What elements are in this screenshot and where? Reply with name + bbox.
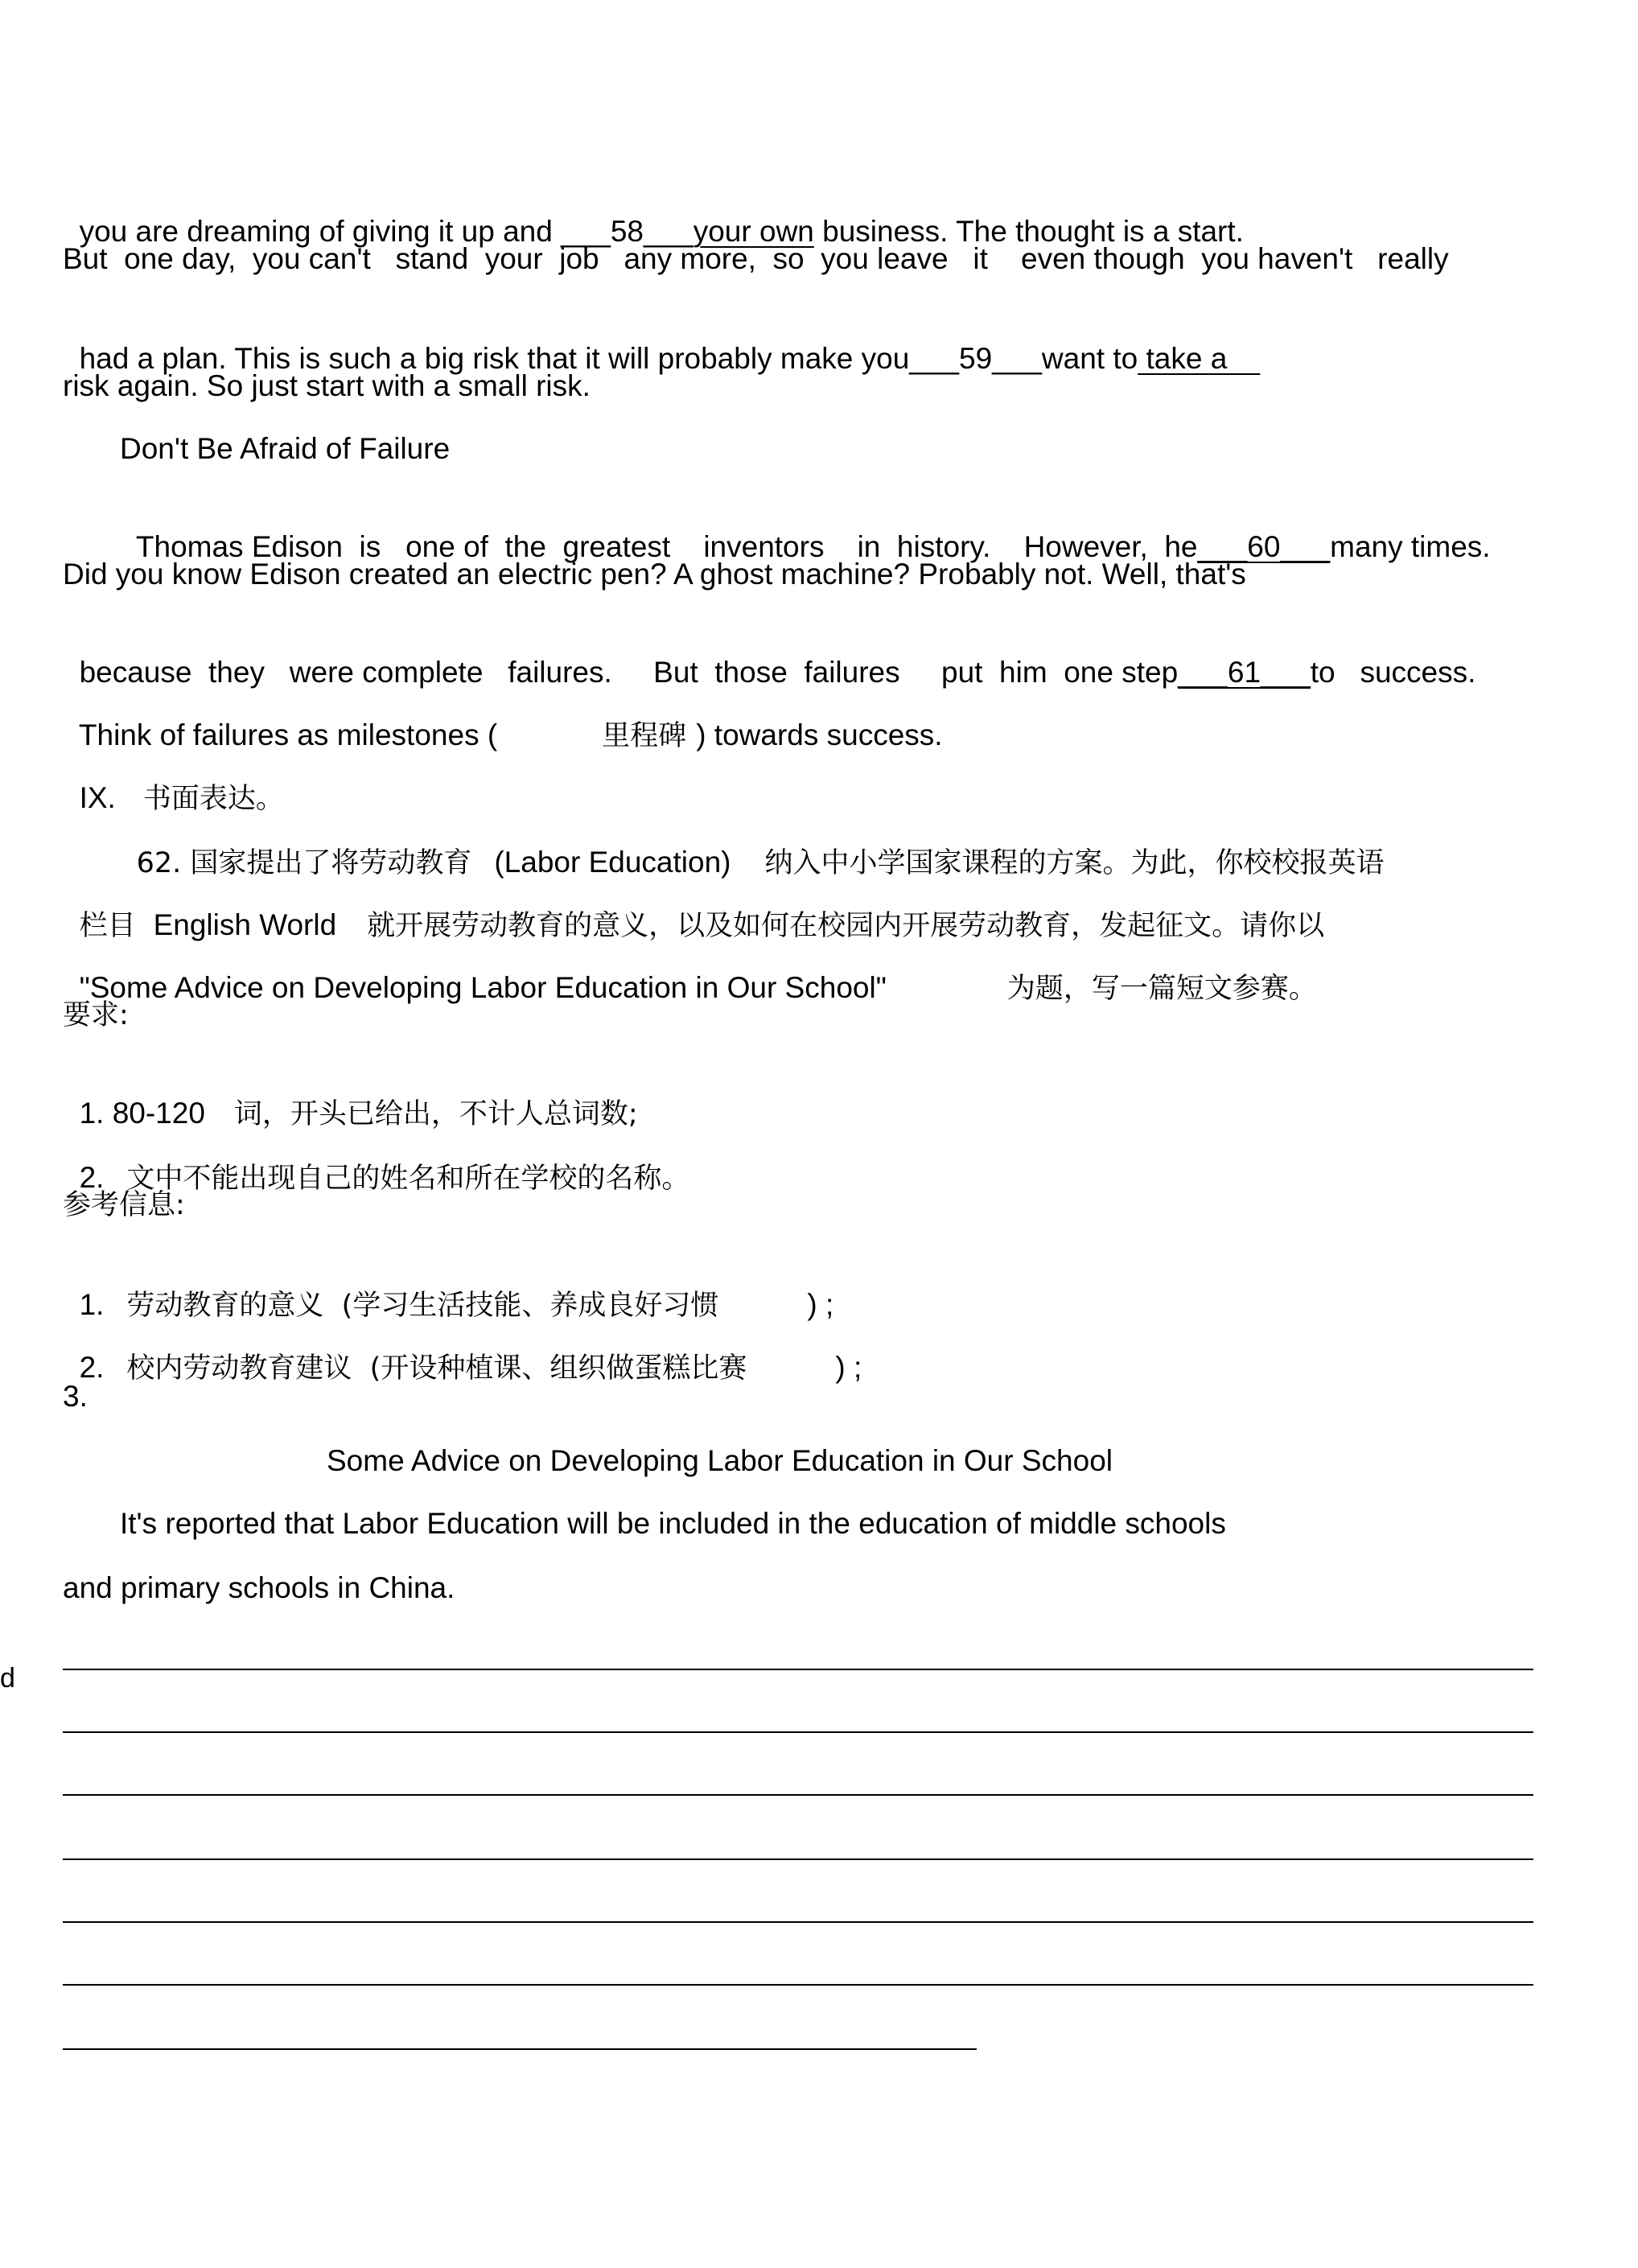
passage-line-4: risk again. So just start with a small risk. [63,369,591,402]
writing-line[interactable] [63,1669,1533,1670]
task-line-2-c: 就开展劳动教育的意义，以及如何在校园内开展劳动教育，发起征文。请你以 [367,910,1325,942]
requirements-title: 要求: [63,999,129,1031]
task-line-2-a: 栏目 [79,910,136,942]
reference-1-number: 1. [79,1288,105,1321]
requirement-1 [63,1060,638,1132]
passage-line-8-end: ) towards success. [696,718,943,751]
blank-58-continuation: your own [693,215,814,248]
passage-line-6: Did you know Edison created an electric pen? A ghost machine? Probably not. Well, that's [63,558,1246,591]
passage-line-1-text: you are dreaming of giving it up and ___58___ [79,215,693,248]
task-line-3 [63,935,1317,1006]
essay-opening-line-1: It's reported that Labor Education will be included in the education of middle schools [120,1507,1226,1540]
reference-1-end: ) ; [807,1288,834,1321]
section-label: IX. [79,781,116,814]
passage-heading: Don't Be Afraid of Failure [120,432,451,465]
passage-line-1-end: business. The thought is a start. [813,215,1244,248]
task-line-1-b: (Labor Education) [494,846,731,879]
margin-mark: d [0,1663,15,1694]
requirement-1-text: 词，开头已给出，不计人总词数; [233,1098,638,1130]
reference-2 [63,1315,862,1386]
writing-line[interactable] [63,1984,1533,1986]
task-line-2-b: English World [153,908,337,941]
passage-line-2: But one day, you can't stand your job any more, so you leave it even though you haven't really [63,242,1449,275]
writing-line[interactable] [63,1794,1533,1796]
blank-59-continuation: take a [1138,342,1261,375]
passage-line-3-text: had a plan. This is such a big risk that it will probably make you___59___want to [79,342,1138,375]
passage-line-7-end: to success. [1310,656,1476,689]
requirement-1-number: 1. 80-120 [79,1097,205,1130]
writing-line[interactable] [63,1858,1533,1860]
passage-line-8-text: Think of failures as milestones ( [78,718,498,751]
passage-line-3 [63,306,1260,377]
milestone-gloss: 里程碑 [602,720,687,752]
task-line-1-a: 62. 国家提出了将劳动教育 [136,847,472,879]
writing-line[interactable] [63,1731,1533,1733]
passage-line-5-text: Thomas Edison is one of the greatest inventors in history. However, he [135,530,1198,563]
reference-title: 参考信息: [63,1189,185,1221]
blank-60: ___60___ [1197,530,1331,563]
task-line-3-b: 为题，写一篇短文参赛。 [1006,973,1317,1005]
essay-topic-quote: "Some Advice on Developing Labor Education in Our School" [79,971,887,1004]
writing-line[interactable] [63,2048,977,2050]
requirement-2-number: 2. [79,1161,105,1194]
requirement-2 [63,1125,689,1196]
reference-1-text: 劳动教育的意义 (学习生活技能、养成良好习惯 [126,1290,719,1322]
passage-line-7-text: because they were complete failures. But those failures put him one step [79,656,1179,689]
passage-line-1 [63,179,1244,249]
requirement-2-text: 文中不能出现自己的姓名和所在学校的名称。 [126,1163,690,1195]
reference-2-number: 2. [79,1351,105,1384]
reference-3: 3. [63,1380,88,1413]
writing-line[interactable] [63,1921,1533,1923]
reference-2-end: ) ; [835,1351,862,1384]
passage-line-5-end: many times. [1330,530,1491,563]
essay-opening-line-2: and primary schools in China. [63,1571,455,1604]
passage-line-5 [120,494,1491,565]
reference-2-text: 校内劳动教育建议 (开设种植课、组织做蛋糕比赛 [126,1352,747,1385]
reference-1 [63,1252,833,1323]
blank-61: ___61___ [1178,656,1311,689]
section-heading [63,745,284,817]
section-title: 书面表达。 [142,783,284,815]
task-line-1-c: 纳入中小学国家课程的方案。为此，你校校报英语 [764,847,1385,879]
essay-title: Some Advice on Developing Labor Education in Our School [327,1444,1113,1477]
task-line-2 [63,872,1324,944]
passage-line-7 [63,619,1475,690]
passage-line-8 [63,682,943,754]
task-line-1 [120,809,1385,881]
